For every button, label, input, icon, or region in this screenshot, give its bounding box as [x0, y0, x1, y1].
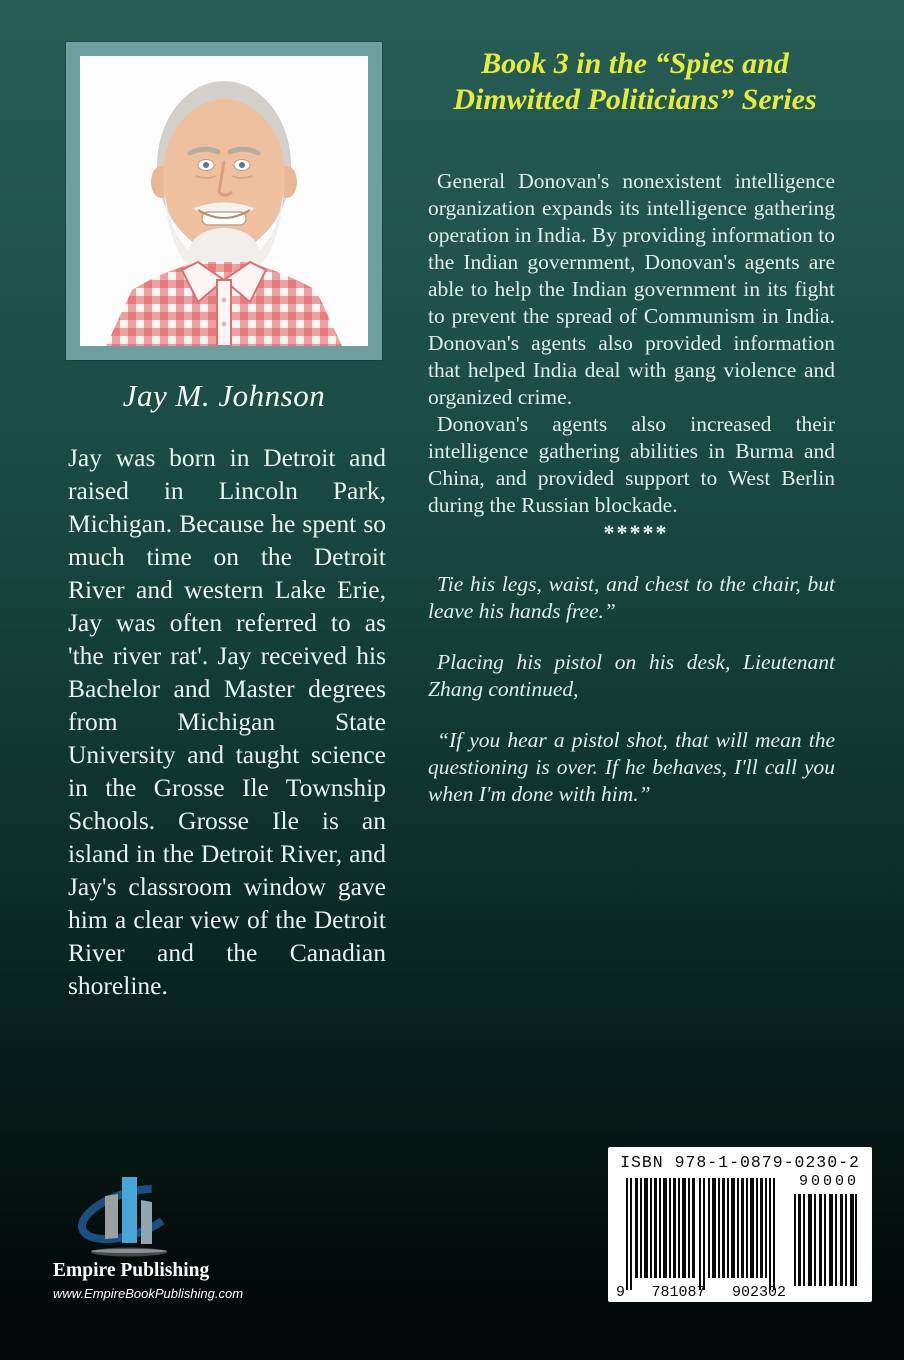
author-photo-frame	[66, 42, 382, 360]
star-separator: *****	[603, 520, 669, 545]
author-portrait-illustration	[80, 56, 368, 346]
isbn-barcode-panel	[608, 1147, 872, 1302]
excerpt-quote: “If you hear a pistol shot, that will mean the questioning is over. If he behaves, I'll call you when I'm done with him.”	[428, 728, 835, 806]
barcode-digit-group: 9	[616, 1284, 626, 1301]
barcode-price-code: 90000	[798, 1173, 859, 1190]
publisher-website: www.EmpireBookPublishing.com	[53, 1286, 244, 1301]
back-cover-copy	[428, 168, 835, 808]
ean5-supplement-barcode	[794, 1194, 858, 1286]
author-photo	[80, 56, 368, 346]
author-name: Jay M. Johnson	[122, 378, 326, 413]
excerpt-quote: Tie his legs, waist, and chest to the chair, but leave his hands free.”	[428, 572, 835, 623]
barcode-digit-group: 781087	[651, 1284, 706, 1301]
barcode-digit-group: 902302	[731, 1284, 786, 1301]
excerpt-quote: Placing his pistol on his desk, Lieutenant Zhang continued,	[428, 650, 835, 701]
empire-publishing-logo-icon	[67, 1164, 191, 1262]
synopsis-paragraph: General Donovan's nonexistent intelligence organization expands its intelligence gathering operation in India. By providing information to the Indian government, Donovan's agents are able to help the Indian government in its fight to prevent the spread of Communism in India. Donovan's agents also provided information that helped India deal with gang violence and organized crime.	[428, 169, 835, 409]
isbn-number: ISBN 978-1-0879-0230-2	[620, 1153, 860, 1172]
barcode-digits	[616, 1284, 786, 1301]
author-bio: Jay was born in Detroit and raised in Lincoln Park, Michigan. Because he spent so much time on the Detroit River and western Lake Erie, Jay was often referred to as 'the river rat'. Jay received his Bachelor and Master degrees from Michigan State University and taught science in the Grosse Ile Township Schools. Grosse Ile is an island in the Detroit River, and Jay's classroom window gave him a clear view of the Detroit River and the Canadian shoreline.	[68, 443, 386, 1000]
series-title: Book 3 in the “Spies and Dimwitted Politicians” Series	[453, 47, 817, 116]
synopsis-paragraph: Donovan's agents also increased their intelligence gathering abilities in Burma and China, and provided support to West Berlin during the Russian blockade.	[428, 412, 835, 517]
ean13-barcode	[626, 1178, 776, 1290]
publisher-name: Empire Publishing	[53, 1260, 210, 1281]
publisher-block	[53, 1164, 244, 1301]
